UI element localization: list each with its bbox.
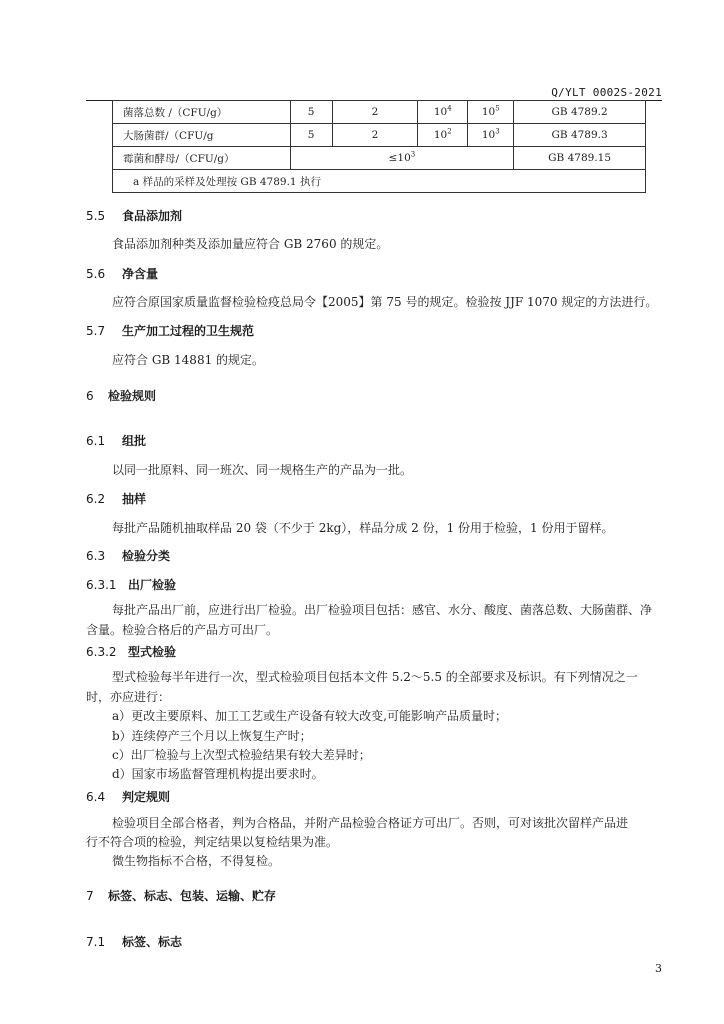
section-6-3-2-heading: 6.3.2 型式检验 [86,645,177,659]
list-item: d）国家市场监督管理机构提出要求时。 [112,767,324,781]
section-6-3-heading: 6.3 检验分类 [86,549,171,563]
section-6-heading: 6 检验规则 [86,389,157,403]
section-7-heading: 7 标签、标志、包装、运输、贮存 [86,889,277,903]
table-row [113,147,646,170]
section-5-7-heading: 5.7 生产加工过程的卫生规范 [86,324,255,338]
table-row [113,101,646,124]
list-item: a）更改主要原料、加工工艺或生产设备有较大改变,可能影响产品质量时； [112,709,507,723]
M-cell: $10^5$ [468,101,514,124]
microbiology-table [112,100,646,193]
section-6-4-line1: 检验项目全部合格者，判为合格品，并附产品检验合格证方可出厂。否则，可对该批次留样产品进 [112,816,629,830]
section-6-4-line3: 微生物指标不合格，不得复检。 [112,854,281,868]
m-cell: $10^4$ [418,101,468,124]
section-6-3-1-heading: 6.3.1 出厂检验 [86,578,177,592]
method-cell: GB 4789.15 [514,147,646,170]
document-number: Q/YLT 0002S-2021 [551,86,662,99]
section-6-1-heading: 6.1 组批 [86,434,147,448]
section-6-2-heading: 6.2 抽样 [86,492,147,506]
M-cell: $10^3$ [468,124,514,147]
section-5-5-heading: 5.5 食品添加剂 [86,209,183,223]
section-5-6-heading: 5.6 净含量 [86,267,159,281]
section-6-2-text: 每批产品随机抽取样品 20 袋（不少于 2kg），样品分成 2 份，1 份用于检验，1 份用于留样。 [112,521,614,535]
table-note: a 样品的采样及处理按 GB 4789.1 执行 [113,170,646,193]
method-cell: GB 4789.2 [514,101,646,124]
n-cell: 5 [290,124,332,147]
section-6-3-2-line2: 时，亦应进行： [86,690,171,704]
list-item: b）连续停产三个月以上恢复生产时； [112,729,312,743]
section-6-3-1-line2: 含量。检验合格后的产品方可出厂。 [86,623,279,637]
table-note-row [113,170,646,193]
page-number: 3 [655,962,662,975]
method-cell: GB 4789.3 [514,124,646,147]
table-row [113,124,646,147]
section-6-4-line2: 行不符合项的检验，判定结果以复检结果为准。 [86,835,339,849]
section-6-4-heading: 6.4 判定规则 [86,790,171,804]
item-cell: 霉菌和酵母/（CFU/g） [113,147,291,170]
section-6-3-2-line1: 型式检验每半年进行一次，型式检验项目包括本文件 5.2～5.5 的全部要求及标识。有下列情况之一 [112,670,638,684]
n-cell: 5 [290,101,332,124]
limit-cell: $\le 10^3$ [290,147,514,170]
section-6-3-1-line1: 每批产品出厂前，应进行出厂检验。出厂检验项目包括：感官、水分、酸度、菌落总数、大肠菌群、净 [112,603,653,617]
section-5-6-text: 应符合原国家质量监督检验检疫总局令【2005】第 75 号的规定。检验按 JJF 1070 规定的方法进行。 [112,295,658,309]
m-cell: $10^2$ [418,124,468,147]
section-7-1-heading: 7.1 标签、标志 [86,935,183,949]
section-6-1-text: 以同一批原料、同一班次、同一规格生产的产品为一批。 [112,463,413,477]
section-5-5-text: 食品添加剂种类及添加量应符合 GB 2760 的规定。 [112,237,389,251]
list-item: c）出厂检验与上次型式检验结果有较大差异时； [112,748,371,762]
c-cell: 2 [332,124,418,147]
item-cell: 菌落总数 /（CFU/g） [113,101,291,124]
item-cell: 大肠菌群/（CFU/g [113,124,291,147]
section-5-7-text: 应符合 GB 14881 的规定。 [112,353,265,367]
c-cell: 2 [332,101,418,124]
